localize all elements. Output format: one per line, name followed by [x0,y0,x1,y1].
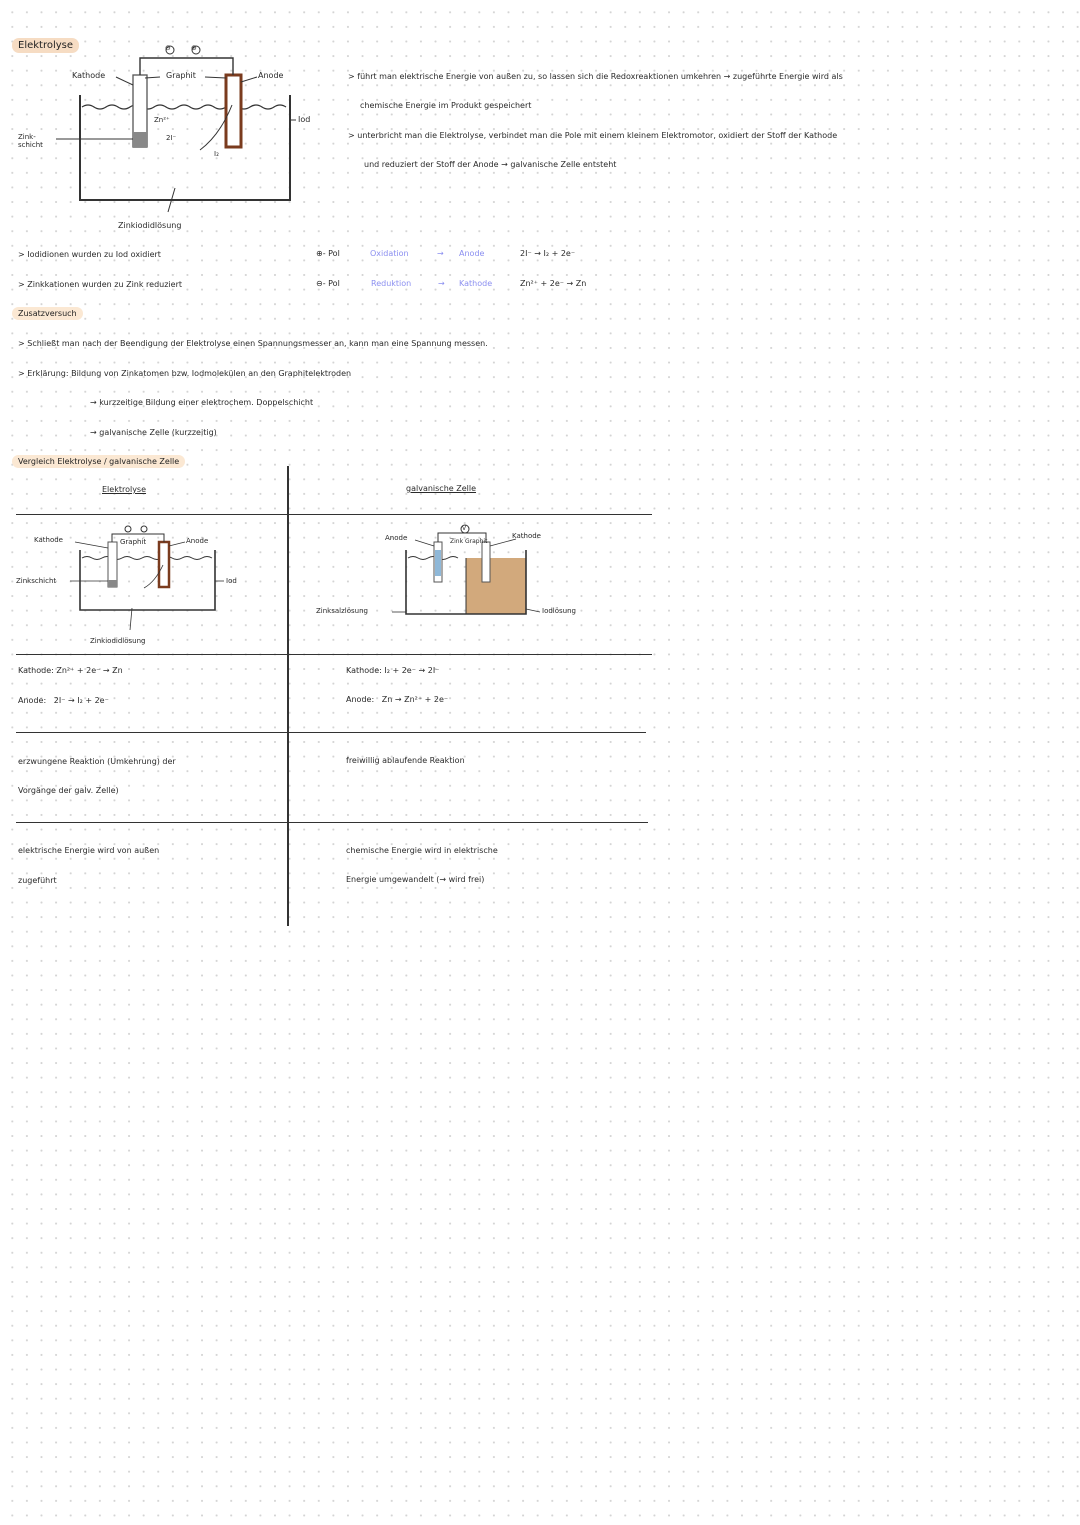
vergleich-heading: Vergleich Elektrolyse / galvanische Zelle [12,455,185,468]
right-energy-line-1: chemische Energie wird in elektrische [346,846,498,855]
right-cathode-equation: Kathode: I₂ + 2e⁻ → 2I⁻ [346,666,440,675]
graphite-label: Graphit [166,71,196,80]
small-graphite-label: Graphit [120,538,147,546]
table-rule-4 [16,822,648,823]
cathode-label: Kathode [72,71,106,80]
galvanic-cell-diagram [290,520,650,650]
intro-line-4: und reduziert der Stoff der Anode → galvanische Zelle entsteht [364,160,617,169]
plus-pol: ⊕- Pol [316,249,340,258]
table-rule-2 [16,654,652,655]
left-reaction-line-1: erzwungene Reaktion (Umkehrung) der [18,757,176,766]
left-energy-line-1: elektrische Energie wird von außen [18,846,160,855]
plus-process: Oxidation [370,249,409,258]
small-zinc-layer-label: Zinkschicht [16,577,57,585]
zusatz-line-4: → galvanische Zelle (kurzzeitig) [90,428,217,437]
page-title: Elektrolyse [12,38,79,53]
zusatz-line-2: > Erklärung: Bildung von Zinkatomen bzw. Iodmolekülen an den Graphitelektroden [18,369,352,378]
right-anode-equation: Anode: Zn → Zn²⁺ + 2e⁻ [346,695,449,704]
plus-pole-label: ⊕ [191,44,197,52]
table-rule-3 [16,732,646,733]
intro-line-3: > unterbricht man die Elektrolyse, verbindet man die Pole mit einem kleinem Elektromotor, oxidiert der Stoff der Kathode [348,131,838,140]
small-solution-label: Zinkiodidlösung [90,637,146,645]
galv-zinc-graphite-label: Zink Graphit [450,538,488,545]
small-cathode-label: Kathode [34,536,63,544]
small-anode-label: Anode [186,537,209,545]
solution-label: Zinkiodidlösung [118,221,182,230]
galv-cathode-label: Kathode [512,532,541,540]
minus-arrow: → [438,279,445,288]
left-cathode-equation: Kathode: Zn²⁺ + 2e⁻ → Zn [18,666,123,675]
table-rule-1 [16,514,652,515]
zn-ion-label: Zn²⁺ [154,116,170,124]
iodine-label: Iod [298,115,311,124]
galv-iodine-solution-label: Iodlösung [542,607,576,615]
zusatz-line-1: > Schließt man nach der Beendigung der Elektrolyse einen Spannungsmesser an, kann man eine Spannung messen. [18,339,488,348]
plus-arrow: → [437,249,444,258]
intro-line-1: > führt man elektrische Energie von außen zu, so lassen sich die Redoxreaktionen umkehren → zugeführte Energie wird als [348,72,843,81]
plus-equation: 2I⁻ → I₂ + 2e⁻ [520,249,576,258]
minus-pole-label: ⊖ [165,44,171,52]
anode-label: Anode [258,71,284,80]
right-energy-line-2: Energie umgewandelt (→ wird frei) [346,875,485,884]
intro-line-2: chemische Energie im Produkt gespeichert [360,101,532,110]
iodide-label: 2I⁻ [166,134,177,142]
right-reaction: freiwillig ablaufende Reaktion [346,756,465,765]
col-header-electrolysis: Elektrolyse [102,485,147,494]
table-vertical-divider [287,466,289,926]
minus-equation: Zn²⁺ + 2e⁻ → Zn [520,279,587,288]
minus-pol: ⊖- Pol [316,279,340,288]
galv-anode-label: Anode [385,534,408,542]
left-anode-equation: Anode: 2I⁻ → I₂ + 2e⁻ [18,696,109,705]
observation-zinc: > Zinkkationen wurden zu Zink reduziert [18,280,182,289]
observation-iodide: > Iodidionen wurden zu Iod oxidiert [18,250,161,259]
zusatz-line-3: → kurzzeitige Bildung einer elektrochem. Doppelschicht [90,398,314,407]
zusatz-heading: Zusatzversuch [12,307,83,320]
voltmeter-icon: V [462,525,467,532]
electrolysis-small-diagram [0,520,286,650]
plus-electrode: Anode [459,249,485,258]
zinc-layer-label: Zink- schicht [18,133,43,149]
col-header-galvanic: galvanische Zelle [406,484,477,493]
left-reaction-line-2: Vorgänge der galv. Zelle) [18,786,119,795]
minus-process: Reduktion [371,279,412,288]
electrolysis-diagram [0,0,320,240]
i2-label: I₂ [214,150,219,158]
left-energy-line-2: zugeführt [18,876,57,885]
galv-zinc-salt-label: Zinksalzlösung [316,607,368,615]
minus-electrode: Kathode [459,279,493,288]
small-iodine-label: Iod [226,577,237,585]
